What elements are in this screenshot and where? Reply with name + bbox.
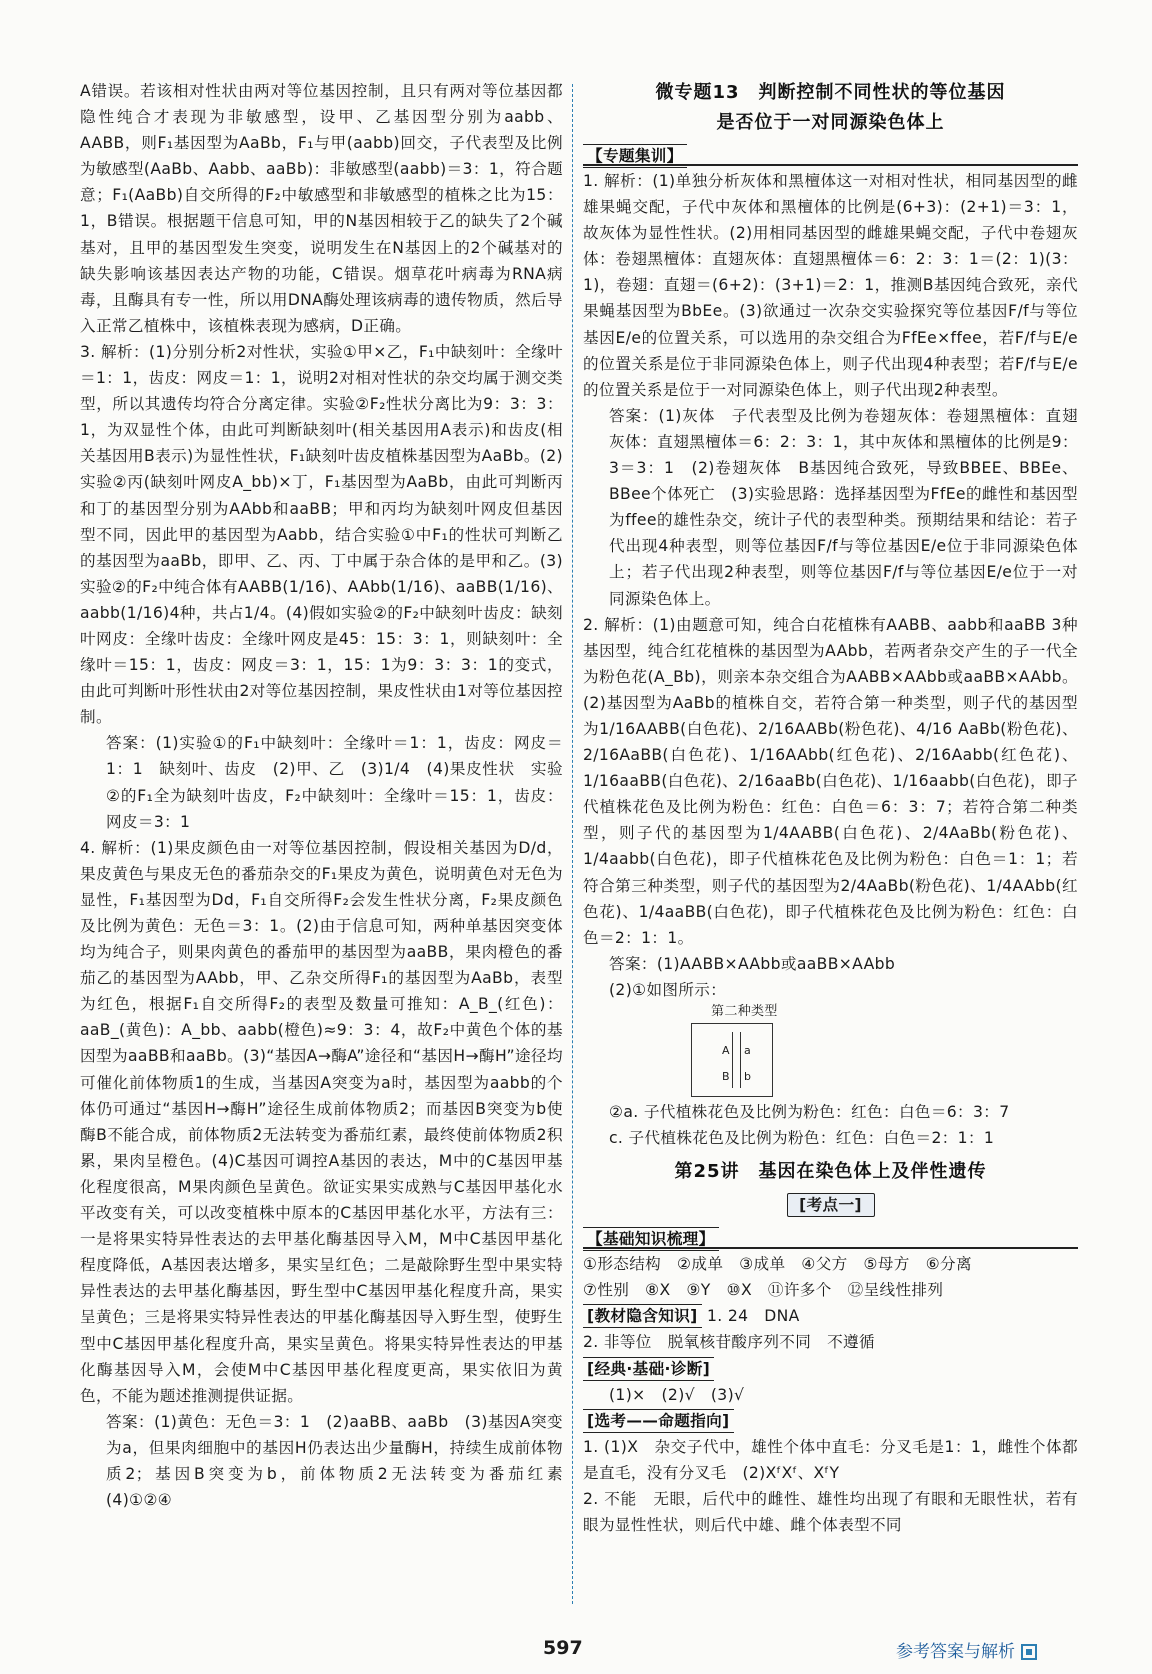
column-divider — [572, 84, 573, 1604]
diagnosis-answers: (1)× (2)√ (3)√ — [609, 1385, 745, 1404]
right-answer-2-part2: (2)①如图所示： — [609, 980, 727, 999]
left-paragraph-1: A错误。若该相对性状由两对等位基因控制，且只有两对等位基因都隐性纯合才表现为非敏感型，设甲、乙基因型分别为aabb、AABB，则F₁基因型为AaBb，F₁与甲(aabb)回交，子代表型及比例为敏感型(AaBb、Aabb、aaBb)：非敏感型(aabb)＝3：1，符合题意；F₁(AaBb)自交所得的F₂中敏感型和非敏感型的植株之比为15：1，B错误。根据题干信息可知，甲的N基因相较于乙的缺失了2个碱基对，且甲的基因型发生突变，说明发生在N基因上的2个碱基对的缺失影响该基因表达产物的功能，C错误。烟草花叶病毒为RNA病毒，且酶具有专一性，所以用DNA酶处理该病毒的遗传物质，然后导入正常乙植株中，该植株表现为感病，D正确。 — [80, 82, 563, 335]
knowledge-points-line1: ①形态结构 ②成单 ③成单 ④父方 ⑤母方 ⑥分离 — [583, 1255, 972, 1274]
right-question-1: 1. 解析：(1)单独分析灰体和黑檀体这一对相对性状，相同基因型的雌雄果蝇交配，子代中灰体和黑檀体的比例是(6+3)：(2+1)＝3：1，故灰体为显性性状。(2)用相同基因型的雌雄果蝇交配，子代中卷翅灰体：卷翅黑檀体：直翅灰体：直翅黑檀体＝6：2：3：1＝(2：1)(3：1)，卷翅：直翅＝(6+2)：(3+1)＝2：1，推测B基因纯合致死，亲代果蝇基因型为BbEe。(3)欲通过一次杂交实验探究等位基因F/f与等位基因E/e的位置关系，可以选用的杂交组合为FfEe×ffee，若F/f与E/e的位置关系是位于非同源染色体上，则子代出现4种表型；若F/f与E/e的位置关系是位于一对同源染色体上，则子代出现2种表型。 — [583, 172, 1078, 399]
diagram-label-a: a — [744, 1044, 752, 1057]
right-answer-1: 答案：(1)灰体 子代表型及比例为卷翅灰体：卷翅黑檀体：直翅灰体：直翅黑檀体＝6：2：3：1，其中灰体和黑檀体的比例是9：3＝3：1 (2)卷翅灰体 B基因纯合致死，导致BBEE、BBEe、BBee个体死亡 (3)实验思路：选择基因型为FfEe的雌性和基因型为ffee的雄性杂交，统计子代的表型种类。预期结果和结论：若子代出现4种表型，则等位基因F/f与等位基因E/e位于非同源染色体上；若子代出现2种表型，则等位基因F/f与等位基因E/e位于一对同源染色体上。 — [609, 406, 1078, 608]
kaodian-badge: [考点一] — [787, 1193, 875, 1217]
left-question-4: 4. 解析：(1)果皮颜色由一对等位基因控制，假设相关基因为D/d，果皮黄色与果皮无色的番茄杂交的F₁果皮为黄色，说明黄色对无色为显性，F₁基因型为Dd，F₁自交所得F₂会发生性状分离，F₂果皮颜色及比例为黄色：无色＝3：1。(2)由于信息可知，两种单基因突变体均为纯合子，则果肉黄色的番茄甲的基因型为aaBB，果肉橙色的番茄乙的基因型为AAbb，甲、乙杂交所得F₁的基因型为AaBb，表型为红色，根据F₁自交所得F₂的表型及数量可推知：A_B_(红色)：aaB_(黄色)：A_bb、aabb(橙色)≈9：3：4，故F₂中黄色个体的基因型为aaBB和aaBb。(3)“基因A→酶A”途径和“基因H→酶H”途径均可催化前体物质1的生成，当基因A突变为a时，基因型为aabb的个体仍可通过“基因H→酶H”途径生成前体物质2；而基因B突变为b使酶B不能合成，前体物质2无法转变为番茄红素，最终使前体物质2积累，果肉呈橙色。(4)C基因可调控A基因的表达，M中的C基因甲基化程度很高，M果肉颜色呈黄色。欲证实果实成熟与C基因甲基化水平改变有关，可以改变植株中原本的C基因甲基化水平，方法有三：一是将果实特异性表达的去甲基化酶基因导入M，M中C基因甲基化程度降低，A基因表达增多，果实呈红色；二是敲除野生型中果实特异性表达的去甲基化酶基因，野生型中C基因甲基化程度升高，果实呈黄色；三是将果实特异性表达的甲基化酶基因导入野生型，使野生型中C基因甲基化程度升高，果实呈黄色。将果实特异性表达的甲基化酶基因导入M，会使M中C基因甲基化程度更高，果实依旧为黄色，不能为题述推测提供证据。 — [80, 838, 563, 1405]
footer-section-label — [896, 1637, 1037, 1662]
right-column — [583, 78, 1078, 1538]
section-tag-training: 【专题集训】 — [583, 144, 687, 168]
footer-label-text: 参考答案与解析 — [896, 1642, 1015, 1662]
right-question-2: 2. 解析：(1)由题意可知，纯合白花植株有AABB、aabb和aaBB 3种基因型，纯合红花植株的基因型为AAbb，若两者杂交产生的子一代全为粉色花(A_Bb)，则亲本杂交组合为AABB×AAbb或aaBB×AAbb。(2)基因型为AaBb的植株自交，若符合第一种类型，则子代的基因型为1/16AABB(白色花)、2/16AABb(粉色花)、4/16 AaBb(粉色花)、2/16AaBB(白色花)、1/16AAbb(红色花)、2/16Aabb(红色花)、1/16aaBB(白色花)、2/16aaBb(白色花)、1/16aabb(白色花)，即子代植株花色及比例为粉色：红色：白色＝6：3：7；若符合第二种类型，则子代的基因型为1/4AABB(白色花)、2/4AaBb(粉色花)、1/4aabb(白色花)，即子代植株花色及比例为粉色：白色＝1：1；若符合第三种类型，则子代的基因型为2/4AaBb(粉色花)、1/4AAbb(红色花)、1/4aaBB(白色花)，即子代植株花色及比例为粉色：红色：白色＝2：1：1。 — [583, 615, 1078, 947]
left-answer-4: 答案：(1)黄色：无色＝3：1 (2)aaBB、aaBb (3)基因A突变为a，但果肉细胞中的基因H仍表达出少量酶H，持续生成前体物质2；基因B突变为b，前体物质2无法转变为番茄红素 (4)①②④ — [106, 1412, 579, 1510]
right-answer-2-part4: c. 子代植株花色及比例为粉色：红色：白色＝2：1：1 — [609, 1129, 995, 1148]
diagnosis-tag: [经典·基础·诊断] — [583, 1357, 714, 1381]
right-answer-2-part3: ②a. 子代植株花色及比例为粉色：红色：白色＝6：3：7 — [609, 1103, 1010, 1121]
chromosome-bar-left — [732, 1032, 733, 1088]
hidden-knowledge-label: [教材隐含知识] — [583, 1304, 702, 1328]
topic-title-line2: 是否位于一对同源染色体上 — [716, 112, 945, 133]
diagram-caption: 第二种类型 — [711, 1004, 778, 1019]
diagram-label-A: A — [722, 1044, 730, 1057]
section-tag-basics: 【基础知识梳理】 — [583, 1227, 719, 1251]
left-answer-3: 答案：(1)实验①的F₁中缺刻叶：全缘叶＝1：1，齿皮：网皮＝1：1 缺刻叶、齿皮 (2)甲、乙 (3)1/4 (4)果皮性状 实验②的F₁全为缺刻叶齿皮，F₂中缺刻叶：全缘叶＝15：1，齿皮：网皮＝3：1 — [106, 734, 563, 831]
diagram-label-B: B — [722, 1070, 730, 1083]
knowledge-points-line2: ⑦性别 ⑧X ⑨Y ⑩X ⑪许多个 ⑫呈线性排列 — [583, 1281, 944, 1300]
hidden-knowledge-2: 2. 非等位 脱氧核苷酸序列不同 不遵循 — [583, 1333, 875, 1352]
topic-title-line1: 微专题13 判断控制不同性状的等位基因 — [655, 82, 1006, 103]
chapter-title: 第25讲 基因在染色体上及伴性遗传 — [674, 1161, 987, 1183]
elective-answer-1: 1. (1)X 杂交子代中，雄性个体中直毛：分叉毛是1：1，雌性个体都是直毛，没有分叉毛 (2)XᶠXᶠ、XᶠY — [583, 1437, 1078, 1482]
tag-line — [583, 138, 1078, 166]
elective-tag: [选考——命题指向] — [583, 1409, 734, 1433]
left-question-3: 3. 解析：(1)分别分析2对性状，实验①甲×乙，F₁中缺刻叶：全缘叶＝1：1，齿皮：网皮＝1：1，说明2对相对性状的杂交均属于测交类型，所以其遗传均符合分离定律。实验②F₂性状分离比为9：3：3：1，为双显性个体，由此可判断缺刻叶(相关基因用A表示)和齿皮(相关基因用B表示)为显性性状，F₁缺刻叶齿皮植株基因型为AaBb。(2)实验②丙(缺刻叶网皮A_bb)×丁，F₁基因型为AaBb，由此可判断丙和丁的基因型分别为AAbb和aaBB；甲和丙均为缺刻叶网皮但基因型不同，因此甲的基因型为Aabb，结合实验①中F₁的性状可判断乙的基因型为aaBb，即甲、乙、丙、丁中属于杂合体的是甲和乙。(3)实验②的F₂中纯合体有AABB(1/16)、AAbb(1/16)、aaBB(1/16)、aabb(1/16)4种，共占1/4。(4)假如实验②的F₂中缺刻叶齿皮：缺刻叶网皮：全缘叶齿皮：全缘叶网皮是45：15：3：1，则缺刻叶：全缘叶＝15：1，齿皮：网皮＝3：1，15：1为9：3：3：1的变式，由此可判断叶形性状由2对等位基因控制，果皮性状由1对等位基因控制。 — [80, 342, 563, 727]
chromosome-bar-right — [740, 1032, 741, 1088]
hidden-knowledge-text: 1. 24 DNA — [706, 1307, 800, 1326]
elective-answer-2: 2. 不能 无眼，后代中的雌性、雄性均出现了有眼和无眼性状，若有眼为显性性状，则后代中雄、雌个体表型不同 — [583, 1490, 1078, 1535]
page-number: 597 — [543, 1637, 583, 1659]
hidden-knowledge — [583, 1303, 1078, 1329]
diagram-label-b: b — [744, 1070, 752, 1083]
footer-square-icon — [1021, 1644, 1037, 1660]
tag-line-2 — [583, 1221, 1078, 1249]
chromosome-diagram — [691, 1023, 773, 1097]
right-answer-2-part1: 答案：(1)AABB×AAbb或aaBB×AAbb — [609, 954, 896, 973]
left-column — [80, 78, 579, 1513]
